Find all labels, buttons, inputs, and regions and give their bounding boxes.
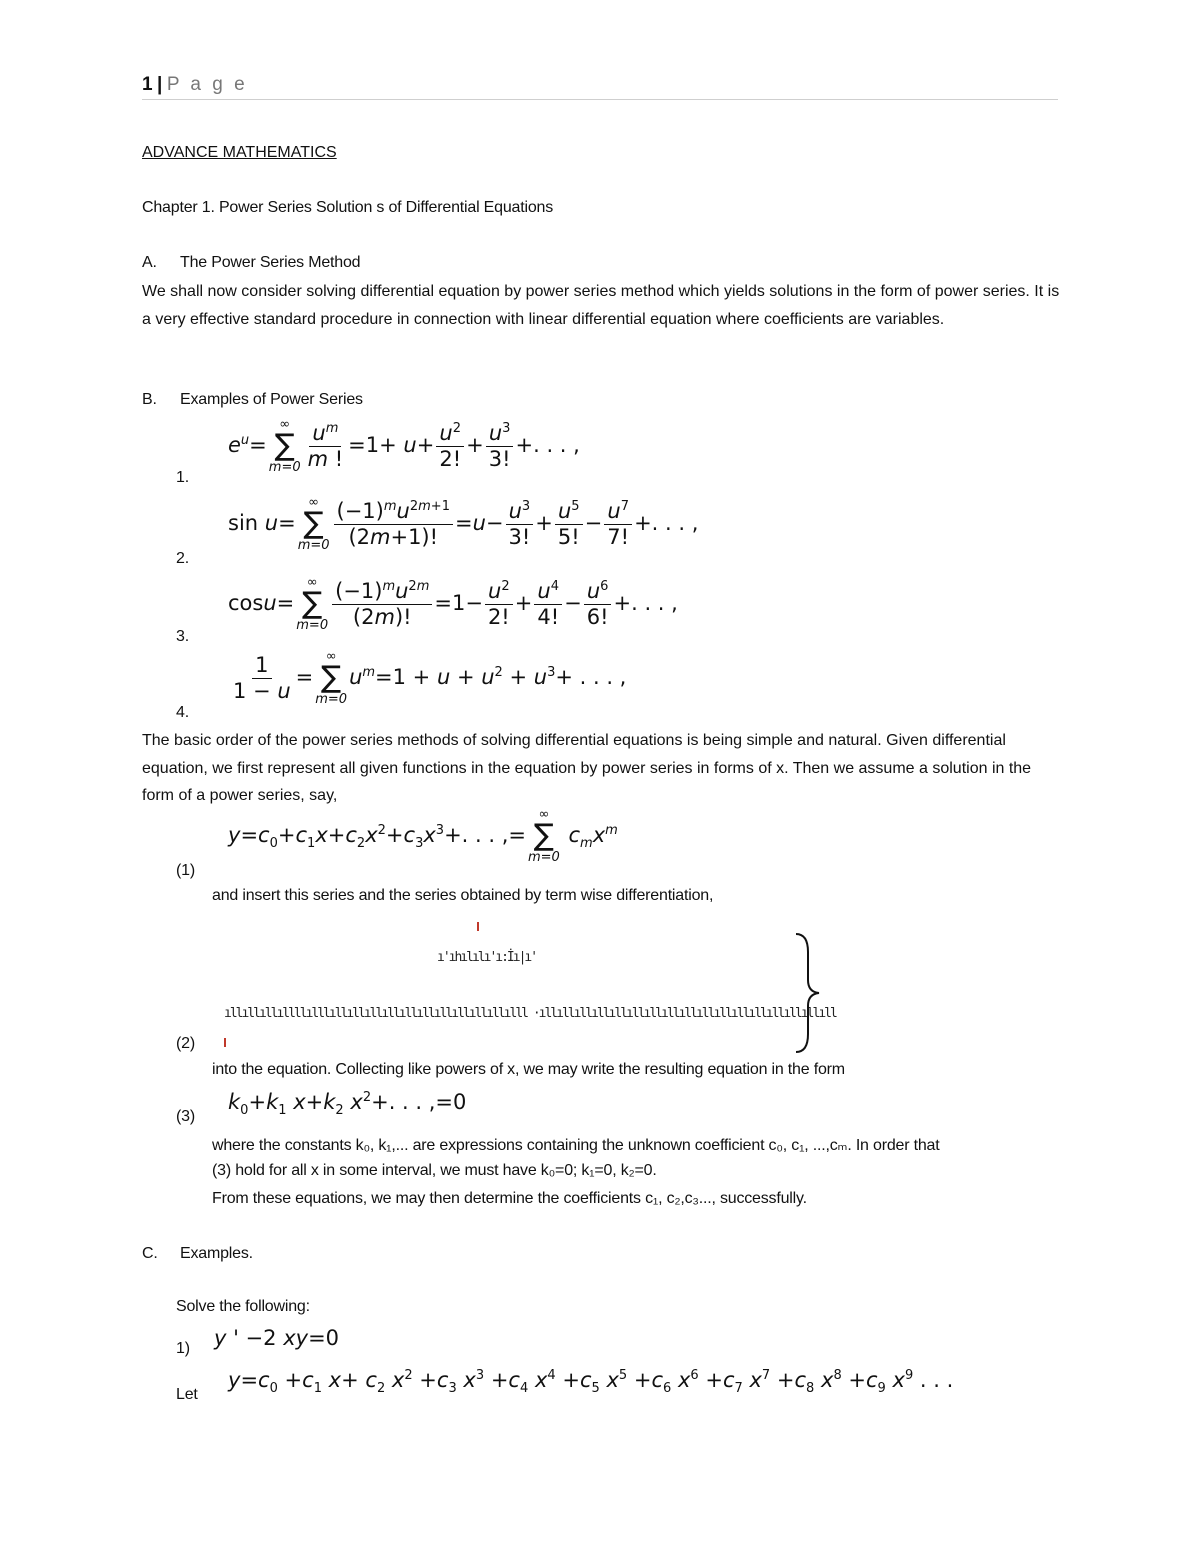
example-1-number: 1. bbox=[176, 469, 189, 486]
section-a-body: We shall now consider solving differential equation by power series method which yields solutions in the form of power series. It is a very effective standard procedure in connection with linear differential equation where coefficients are variables. bbox=[142, 283, 1060, 328]
right-brace-icon bbox=[792, 932, 822, 1054]
eq2-garbled-line2: ıllıllıllıllllılllıllıllıllıllıllıllıllıllıllıllılll ·ıllıllıllıllıllıllıllıllıllıllıllıllıllıllıllıllıll bbox=[224, 1006, 836, 1021]
exercise-1-formula: y ' −2 xy=0 bbox=[214, 1326, 340, 1350]
header-page-label: P a g e bbox=[166, 74, 248, 95]
where-line-2: (3) hold for all x in some interval, we must have k₀=0; k₁=0, k₂=0. bbox=[212, 1162, 657, 1179]
eq3-number: (3) bbox=[176, 1108, 195, 1125]
section-c-title: Examples. bbox=[180, 1245, 253, 1262]
example-1-formula: $e^u=$ ∞ ∑ m=0 $\frac{u^m}{m !}$ =1+ u+ $\frac{u^2}{2!}$ + $\frac{u^3}{3!}$ +. . . , bbox=[228, 417, 580, 475]
insert-text: and insert this series and the series obtained by term wise differentiation, bbox=[212, 887, 714, 904]
header-rule bbox=[142, 99, 1058, 100]
let-formula: $y=c_0 +c_1$ $x+ c_2$ $x^2 +c_3$ $x^3 +c_4$ $x^4 +c_5$ $x^5 +c_6$ $x^6 +c_7$ $x^7 +c_8$ $x^8 +c_9$ $x^9$ . . . bbox=[228, 1368, 954, 1397]
header-page-number: 1 bbox=[142, 74, 153, 95]
example-2-number: 2. bbox=[176, 550, 189, 567]
example-4-formula: $\frac{1}{1 - u}$ = ∞ ∑ m=0 $u^m=1 + u + u^2 + u^3+$ . . . , bbox=[233, 649, 627, 707]
render-mark-bottom bbox=[224, 1038, 226, 1047]
example-2-formula: sin u= ∞ ∑ m=0 $\frac{(-1)^mu^{2m+1}}{(2m+1)!}$ =u− $\frac{u^3}{3!}$ + $\frac{u^5}{5!}$ − $\frac{u^7}{7!}$ +. . . , bbox=[228, 495, 699, 553]
example-3-formula: cosu= ∞ ∑ m=0 $\frac{(-1)^mu^{2m}}{(2m)!}$ =1− $\frac{u^2}{2!}$ + $\frac{u^4}{4!}$ − $\frac{u^6}{6!}$ +. . . , bbox=[228, 575, 678, 633]
section-c-label: C. bbox=[142, 1245, 158, 1262]
example-4-number: 4. bbox=[176, 704, 189, 721]
exercise-1-number: 1) bbox=[176, 1340, 190, 1357]
example-3-number: 3. bbox=[176, 628, 189, 645]
section-b-label: B. bbox=[142, 391, 157, 408]
header-separator: | bbox=[157, 74, 163, 95]
page-header bbox=[142, 74, 248, 96]
eq2-number: (2) bbox=[176, 1035, 195, 1052]
doc-title: ADVANCE MATHEMATICS bbox=[142, 144, 337, 161]
where-line-3: From these equations, we may then determine the coefficients c₁, c₂,c₃..., successfully. bbox=[212, 1190, 807, 1207]
solve-text: Solve the following: bbox=[176, 1298, 310, 1315]
section-b-title: Examples of Power Series bbox=[180, 391, 363, 408]
eq2-garbled-line1: ı'ıhılılı'ı:İı|ı' bbox=[437, 950, 537, 965]
collect-text: into the equation. Collecting like powers of x, we may write the resulting equation in the form bbox=[212, 1061, 845, 1078]
chapter-heading: Chapter 1. Power Series Solution s of Differential Equations bbox=[142, 199, 554, 216]
let-label: Let bbox=[176, 1386, 198, 1403]
eq3-formula: $k_0+k_1$ $x+k_2$ $x^2+$. . . ,=0 bbox=[228, 1090, 467, 1119]
section-a-title: The Power Series Method bbox=[180, 254, 361, 271]
eq1-number: (1) bbox=[176, 862, 195, 879]
basic-order-paragraph: The basic order of the power series methods of solving differential equations is being simple and natural. Given differential equation, we first represent all given functions in the equation by power series in forms of x. Then we assume a solution in the form of a power series, say, bbox=[142, 732, 1032, 804]
section-a-label: A. bbox=[142, 254, 157, 271]
where-line-1: where the constants k₀, k₁,... are expressions containing the unknown coefficient c₀, c₁, ...,cₘ. In order that bbox=[212, 1137, 940, 1154]
render-mark-top bbox=[477, 922, 479, 931]
eq1-formula: $y=c_0+c_1x+c_2x^2+c_3x^3+$. . . ,= ∞ ∑ m=0 $c_mx^m$ bbox=[228, 807, 618, 865]
